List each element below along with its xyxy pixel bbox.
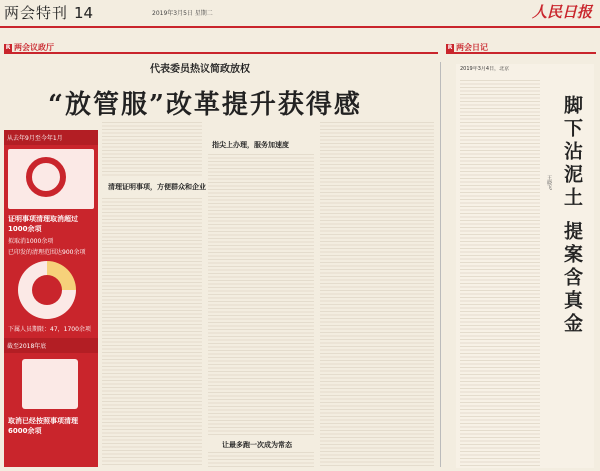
info-line-5: 取消已经按照事项清理6000余项 [8, 417, 78, 435]
body-column-2b [208, 452, 314, 468]
article-kicker: 代表委员热议简政放权 [150, 64, 250, 75]
body-column-1b [102, 198, 202, 466]
newspaper-logo: 人民日报 [531, 3, 592, 21]
page-header [0, 0, 600, 28]
subhead-2: 指尖上办理，服务加速度 [212, 141, 289, 149]
body-column-1a [102, 122, 202, 177]
page-number: 14 [74, 3, 94, 22]
right-rule [446, 52, 596, 54]
infographic-strip: 从去年9月至今年1月 [4, 130, 98, 145]
document-illustration [22, 359, 78, 409]
info-line-1: 证明事项清理取消超过1000余项 [8, 215, 78, 233]
left-rule [4, 52, 438, 54]
target-illustration [8, 149, 94, 209]
section-box-icon-2: R [447, 43, 453, 51]
diary-date: 2019年3月4日，北京 [460, 66, 510, 72]
info-line-3: 已印发的清理范围达900余项 [8, 249, 86, 256]
issue-date: 2019年3月5日 星期二 [152, 10, 213, 17]
diary-body [460, 80, 540, 466]
section-box-icon: R [5, 43, 11, 51]
article-headline: “放管服”改革提升获得感 [48, 90, 362, 120]
body-column-2 [208, 154, 314, 436]
infographic-strip-2: 截至2018年底 [4, 338, 98, 353]
infographic [4, 130, 98, 467]
donut-chart [18, 261, 76, 319]
diary-title: 脚下沾泥土 提案含真金 [561, 95, 583, 336]
subhead-3: 让最多跑一次成为常态 [222, 441, 292, 449]
section-title: 两会特刊 [4, 4, 69, 22]
info-line-4: 下属人员期限：47，1700余项 [8, 326, 91, 333]
body-column-3 [320, 122, 434, 468]
column-divider [440, 62, 441, 467]
left-section-label: 两会议政厅 [14, 43, 54, 52]
diary-author: 王晓飞 [546, 175, 552, 190]
info-line-2: 拟取消1000余项 [8, 238, 54, 245]
subhead-1: 清理证明事项，方便群众和企业 [108, 183, 206, 191]
right-section-label: 两会日记 [456, 43, 488, 52]
